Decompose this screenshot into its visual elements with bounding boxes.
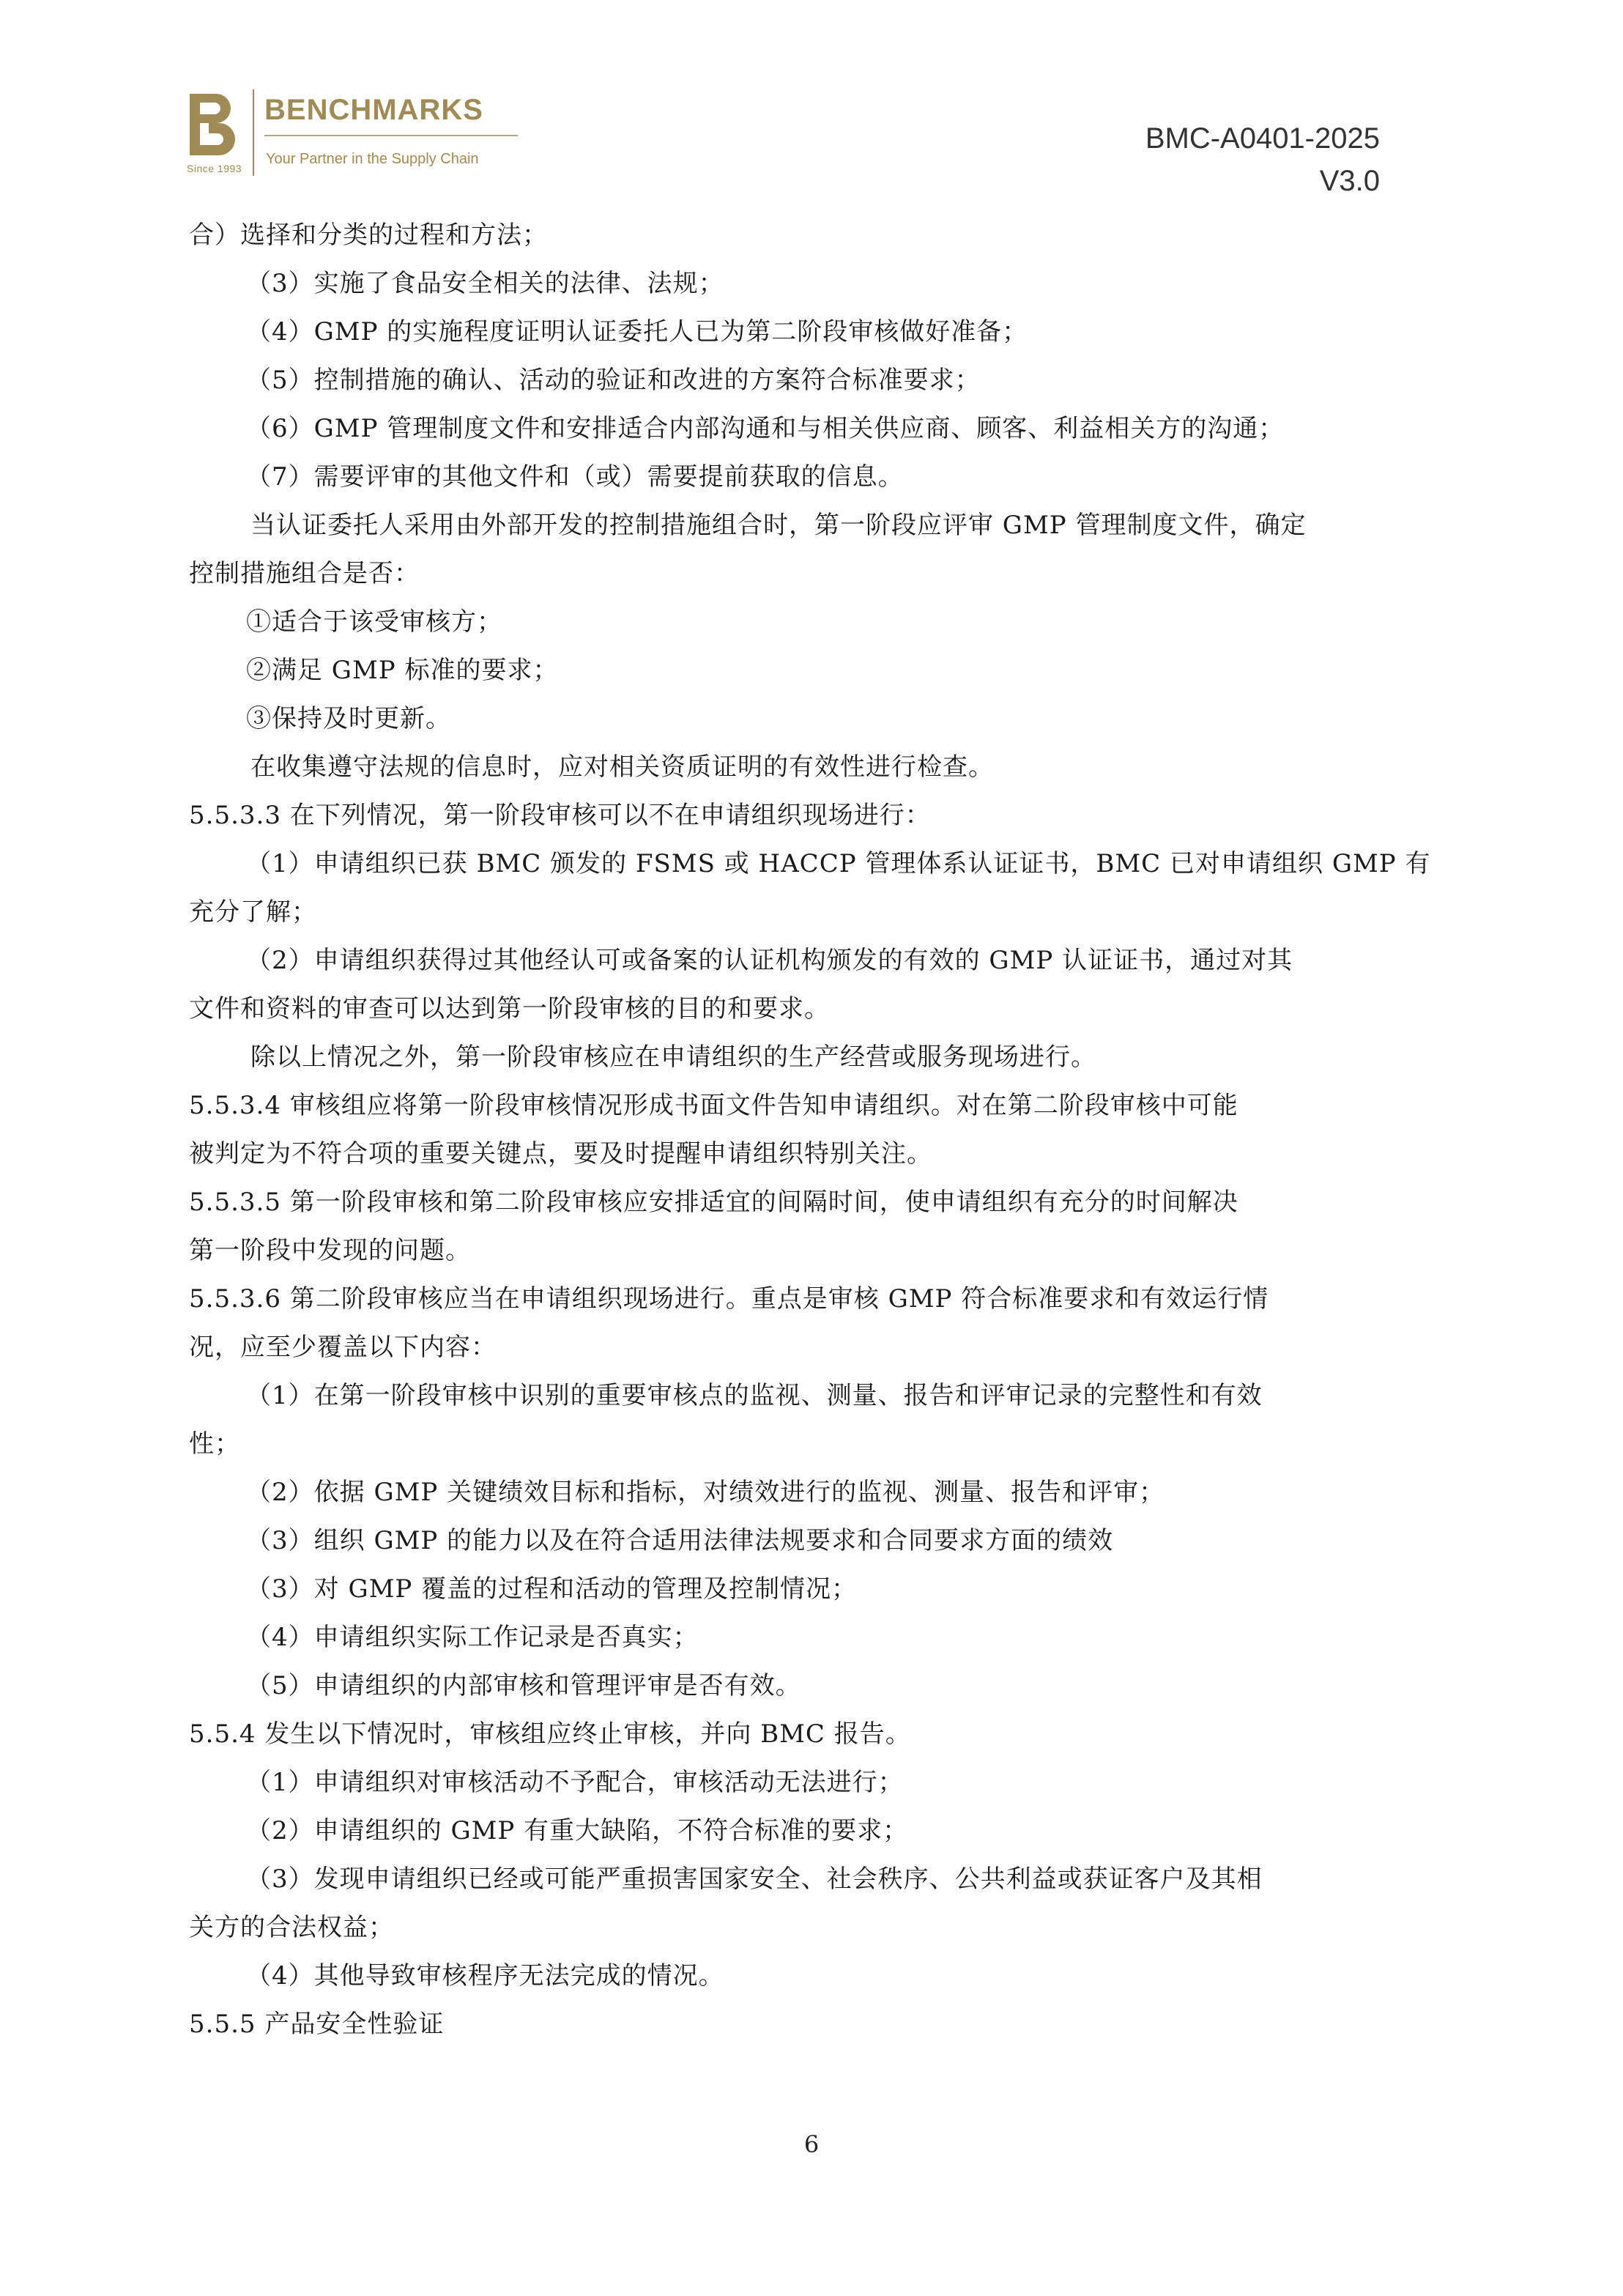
text-line: （3）实施了食品安全相关的法律、法规； bbox=[246, 269, 724, 298]
text-line: 5.5.3.5 第一阶段审核和第二阶段审核应安排适宜的间隔时间，使申请组织有充分的时间解决 bbox=[189, 1188, 1238, 1217]
text-line: （2）申请组织的 GMP 有重大缺陷，不符合标准的要求； bbox=[246, 1816, 909, 1845]
text-line: 5.5.3.4 审核组应将第一阶段审核情况形成书面文件告知申请组织。对在第二阶段审核中可能 bbox=[189, 1091, 1238, 1120]
text-line: 充分了解； bbox=[189, 897, 317, 927]
text-line: 当认证委托人采用由外部开发的控制措施组合时，第一阶段应评审 GMP 管理制度文件，确定 bbox=[250, 511, 1307, 540]
text-line: 关方的合法权益； bbox=[189, 1913, 394, 1942]
brand-underline bbox=[264, 135, 518, 136]
text-line: （1）申请组织已获 BMC 颁发的 FSMS 或 HACCP 管理体系认证证书，BMC 已对申请组织 GMP 有 bbox=[246, 849, 1431, 878]
page-header bbox=[0, 0, 1623, 212]
document-body bbox=[189, 211, 1431, 2048]
text-line: 性； bbox=[189, 1429, 240, 1459]
benchmarks-b-logo-icon bbox=[187, 92, 238, 173]
text-line: 被判定为不符合项的重要关键点，要及时提醒申请组织特别关注。 bbox=[189, 1139, 932, 1169]
text-line: （1）申请组织对审核活动不予配合，审核活动无法进行； bbox=[246, 1768, 904, 1797]
text-line: 除以上情况之外，第一阶段审核应在申请组织的生产经营或服务现场进行。 bbox=[250, 1043, 1096, 1072]
text-line: 5.5.3.6 第二阶段审核应当在申请组织现场进行。重点是审核 GMP 符合标准要求和有效运行情 bbox=[189, 1284, 1269, 1314]
text-line: （2）依据 GMP 关键绩效目标和指标，对绩效进行的监视、测量、报告和评审； bbox=[246, 1478, 1165, 1507]
text-line: （4）申请组织实际工作记录是否真实； bbox=[246, 1623, 699, 1652]
text-line: 合）选择和分类的过程和方法； bbox=[189, 221, 548, 250]
text-line: （6）GMP 管理制度文件和安排适合内部沟通和与相关供应商、顾客、利益相关方的沟通； bbox=[246, 414, 1285, 443]
text-line: 况，应至少覆盖以下内容： bbox=[189, 1333, 497, 1362]
benchmarks-logo bbox=[187, 89, 524, 181]
text-line: 5.5.5 产品安全性验证 bbox=[189, 2010, 445, 2039]
text-line: （3）发现申请组织已经或可能严重损害国家安全、社会秩序、公共利益或获证客户及其相 bbox=[246, 1864, 1263, 1894]
logo-divider bbox=[253, 89, 254, 176]
since-year: Since 1993 bbox=[187, 163, 242, 174]
document-info bbox=[1145, 117, 1380, 202]
brand-tagline: Your Partner in the Supply Chain bbox=[266, 151, 479, 167]
text-line: （5）控制措施的确认、活动的验证和改进的方案符合标准要求； bbox=[246, 366, 981, 395]
document-code: BMC-A0401-2025 bbox=[1145, 122, 1380, 155]
text-line: （3）组织 GMP 的能力以及在符合适用法律法规要求和合同要求方面的绩效 bbox=[246, 1526, 1114, 1555]
text-line: ②满足 GMP 标准的要求； bbox=[246, 656, 559, 685]
text-line: ③保持及时更新。 bbox=[246, 704, 451, 733]
page-number: 6 bbox=[803, 2130, 820, 2158]
text-line: （3）对 GMP 覆盖的过程和活动的管理及控制情况； bbox=[246, 1574, 858, 1604]
text-line: 控制措施组合是否： bbox=[189, 559, 420, 588]
text-line: 5.5.4 发生以下情况时，审核组应终止审核，并向 BMC 报告。 bbox=[189, 1719, 911, 1749]
text-line: （4）其他导致审核程序无法完成的情况。 bbox=[246, 1961, 724, 1991]
text-line: （1）在第一阶段审核中识别的重要审核点的监视、测量、报告和评审记录的完整性和有效 bbox=[246, 1381, 1263, 1410]
text-line: 第一阶段中发现的问题。 bbox=[189, 1236, 471, 1265]
text-line: （2）申请组织获得过其他经认可或备案的认证机构颁发的有效的 GMP 认证证书，通过对其 bbox=[246, 946, 1293, 975]
text-line: 在收集遵守法规的信息时，应对相关资质证明的有效性进行检查。 bbox=[250, 752, 994, 782]
text-line: （7）需要评审的其他文件和（或）需要提前获取的信息。 bbox=[246, 462, 904, 492]
document-version: V3.0 bbox=[1319, 165, 1380, 197]
text-line: （5）申请组织的内部审核和管理评审是否有效。 bbox=[246, 1671, 801, 1700]
text-line: 文件和资料的审查可以达到第一阶段审核的目的和要求。 bbox=[189, 994, 830, 1023]
brand-name: BENCHMARKS bbox=[264, 94, 483, 126]
text-line: 5.5.3.3 在下列情况，第一阶段审核可以不在申请组织现场进行： bbox=[189, 801, 931, 830]
text-line: （4）GMP 的实施程度证明认证委托人已为第二阶段审核做好准备； bbox=[246, 317, 1028, 347]
text-line: ①适合于该受审核方； bbox=[246, 607, 502, 637]
